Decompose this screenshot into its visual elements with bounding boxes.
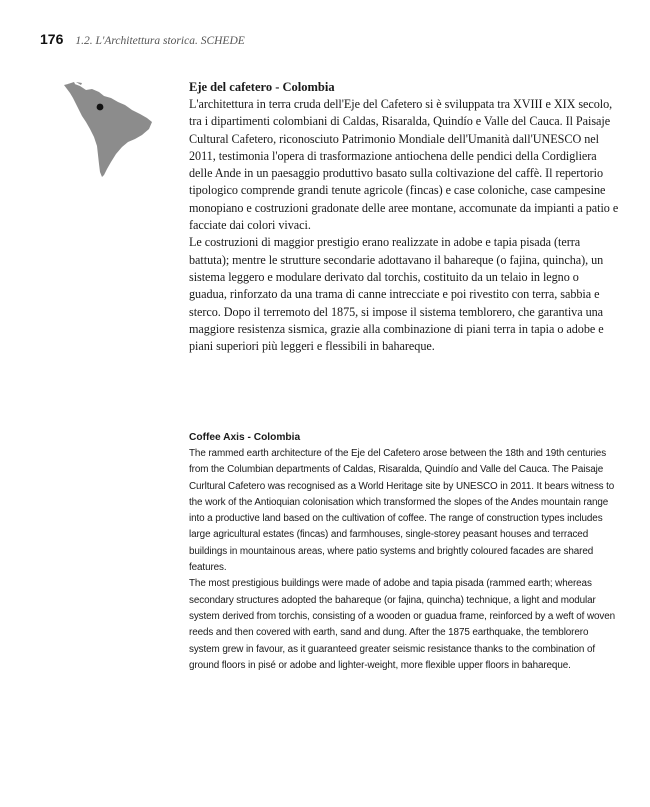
english-title: Coffee Axis - Colombia bbox=[189, 432, 301, 443]
page-number: 176 bbox=[40, 31, 64, 47]
english-paragraph: The most prestigious buildings were made of adobe and tapia pisada (rammed earth; whereas secondary structures adopted the bahareque (or fajina, quincha) technique, a light and modular system derived from torchis, consisting of a wooden or guadua frame, reinforced by a weft of woven reeds and then covered with earth, sand and dung. After the 1875 earthquake, the temblorero system grew in favour, as it guaranteed greater seismic resistance thanks to the combination of ground floors in pisé or adobe and lighter-weight, more flexible upper floors in bahareque. bbox=[189, 578, 616, 671]
italian-paragraph: L'architettura in terra cruda dell'Eje del Cafetero si è sviluppata tra XVIII e XIX secolo, tra i dipartimenti colombiani di Caldas, Risaralda, Quindío e Valle del Cauca. Il Paisaje Cultural Cafetero, riconosciuto Patrimonio Mondiale dell'Umanità dall'UNESCO nel 2011, testimonia l'opera di trasformazione antiochena delle pendici della Cordigliera delle Ande in un paesaggio produttivo basato sulla coltivazione del caffè. Il repertorio tipologico comprende grandi tenute agricole (fincas) e case coloniche, case campesine monopiano e costruzioni gradonate delle aree montane, accomunate da impianti a patio e facciate dai colori vivaci. bbox=[189, 97, 619, 233]
english-paragraph: The rammed earth architecture of the Eje del Cafetero arose between the 18th and 19th centuries from the Columbian departments of Caldas, Risaralda, Quindío and Valle del Cauca. The Paisaje Curltural Cafetero was recognised as a World Heritage site by UNESCO in 2011. It bears witness to the work of the Antioquian colonisation which transformed the slopes of the Andes mountain range into a productive land based on the cultivation of coffee. The range of construction types includes large agricultural estates (fincas) and farmhouses, single-storey peasant houses and terraced buildings in mountainous areas, where patio systems and brightly coloured facades are shared features. bbox=[189, 448, 615, 574]
south-america-map-icon bbox=[62, 82, 162, 178]
italian-title: Eje del cafetero - Colombia bbox=[189, 80, 335, 94]
page-header bbox=[40, 31, 245, 51]
running-head: 1.2. L'Architettura storica. SCHEDE bbox=[75, 35, 245, 47]
italian-section bbox=[189, 78, 619, 355]
location-marker-icon bbox=[97, 104, 104, 111]
italian-paragraph: Le costruzioni di maggior prestigio erano realizzate in adobe e tapia pisada (terra battuta); mentre le strutture secondarie adottavano il bahareque (o fajina, quincha), un sistema leggero e modulare derivato dal torchis, costituito da un telaio in legno o guadua, rinforzato da una trama di canne intrecciate e poi rivestito con terra, sabbia e sterco. Dopo il terremoto del 1875, si impose il sistema temblorero, che garantiva una maggiore resistenza sismica, grazie alla combinazione di piani terra in tapia o adobe e piani superiori più leggeri e flessibili in bahareque. bbox=[189, 235, 604, 354]
south-america-landmass bbox=[64, 83, 152, 177]
english-section bbox=[189, 430, 619, 674]
